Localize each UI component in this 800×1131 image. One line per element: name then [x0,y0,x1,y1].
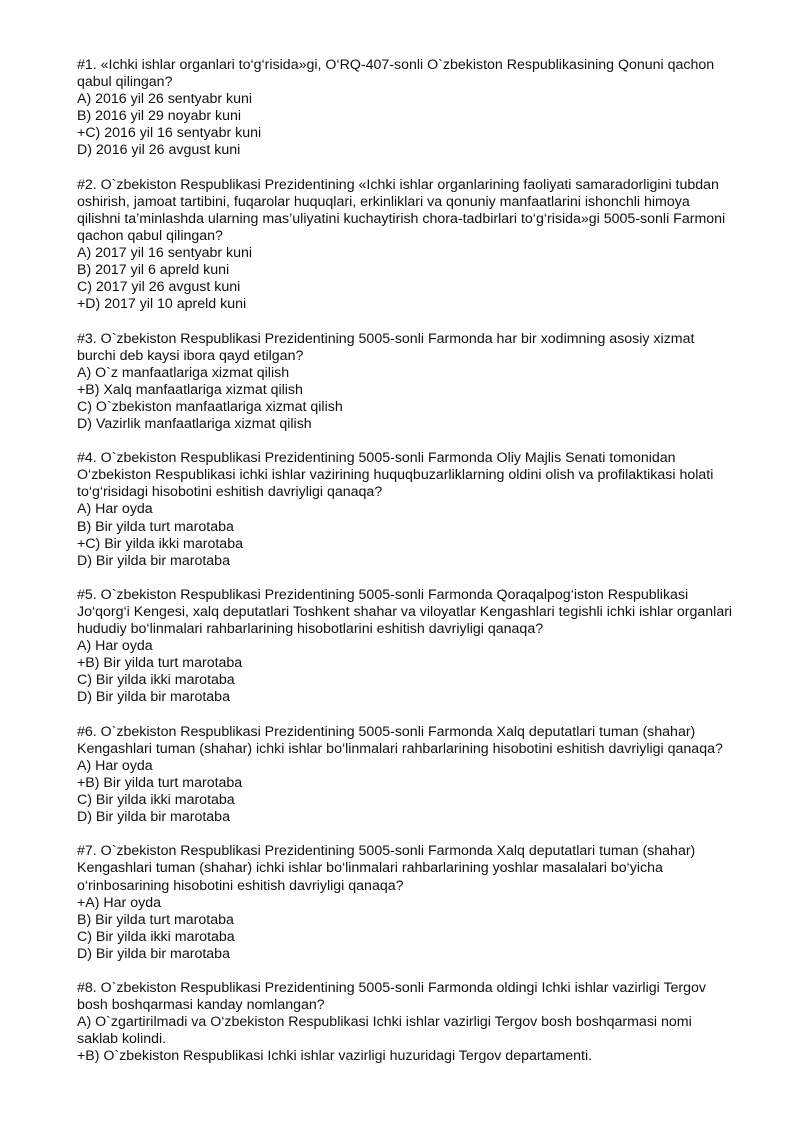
answer-options [77,365,767,433]
question-text: #8. O`zbekiston Respublikasi Prezidentining 5005-sonli Farmonda oldingi Ichki ishlar vazirligi Tergov bosh boshqarmasi kanday nomlangan? [77,980,707,1014]
answer-option-correct: +C) Bir yilda ikki marotaba [77,535,243,552]
answer-option: A) O`zgartirilmadi va O‘zbekiston Respublikasi Ichki ishlar vazirligi Tergov bosh boshqarmasi nomi saklab kolindi. [77,1014,692,1048]
answer-option: D) Bir yilda bir marotaba [77,809,230,826]
question-5 [77,587,767,707]
question-text: #7. O`zbekiston Respublikasi Prezidentining 5005-sonli Farmonda Xalq deputatlari tuman (shahar) Kengashlari tuman (shahar) ichki ishlar bo‘linmalari rahbarlarining yoshlar masalalari bo‘yicha o‘rinbosarining hisobotini eshitish davriyligi qanaqa? [77,843,696,894]
question-6 [77,724,767,827]
answer-option: C) Bir yilda ikki marotaba [77,792,235,809]
answer-option-correct: +B) Xalq manfaatlariga xizmat qilish [77,381,303,398]
question-text: #1. «Ichki ishlar organlari to‘g‘risida»gi, O‘RQ-407-sonli O`zbekiston Respublikasining Qonuni qachon qabul qilingan? [77,57,715,91]
answer-option: B) 2016 yil 29 noyabr kuni [77,108,242,125]
answer-option: C) O`zbekiston manfaatlariga xizmat qilish [77,398,343,415]
answer-option: D) Bir yilda bir marotaba [77,552,230,569]
answer-option: A) Har oyda [77,757,153,774]
answer-option: C) Bir yilda ikki marotaba [77,672,235,689]
answer-option-correct: +B) Bir yilda turt marotaba [77,655,243,672]
answer-options [77,91,767,159]
answer-options [77,245,767,313]
answer-option: A) Har oyda [77,638,153,655]
answer-options [77,758,767,826]
question-text: #5. O`zbekiston Respublikasi Prezidentining 5005-sonli Farmonda Qoraqalpog‘iston Respublikasi Jo‘qorg‘i Kengesi, xalq deputatlari Toshkent shahar va viloyatlar Kengashlari tegishli ichki ishlar organlari hududiy bo‘linmalari rahbarlarining hisobotlarini eshitish davriyligi qanaqa? [77,586,733,638]
answer-options [77,638,767,706]
answer-option: B) Bir yilda turt marotaba [77,911,234,928]
question-2 [77,177,767,314]
answer-option: D) Bir yilda bir marotaba [77,689,230,706]
answer-options [77,1014,767,1065]
answer-option: B) Bir yilda turt marotaba [77,518,234,535]
answer-options [77,501,767,569]
answer-option-correct: +B) Bir yilda turt marotaba [77,774,243,791]
question-3 [77,331,767,434]
document-page [77,57,767,1083]
answer-option: A) 2017 yil 16 sentyabr kuni [77,245,253,262]
question-4 [77,450,767,570]
question-1 [77,57,767,160]
question-8 [77,980,767,1065]
answer-option: C) 2017 yil 26 avgust kuni [77,279,241,296]
question-text: #3. O`zbekiston Respublikasi Prezidentining 5005-sonli Farmonda har bir xodimning asosiy xizmat burchi deb kaysi ibora qayd etilgan? [77,330,695,364]
answer-option-correct: +A) Har oyda [77,894,161,911]
question-7 [77,843,767,963]
question-text: #4. O`zbekiston Respublikasi Prezidentining 5005-sonli Farmonda Oliy Majlis Senati tomonidan O‘zbekiston Respublikasi ichki ishlar vazirining huquqbuzarliklarning oldini olish va profilaktikasi holati to‘g‘risidagi hisobotini eshitish davriyligi qanaqa? [77,450,714,501]
answer-option: B) 2017 yil 6 apreld kuni [77,262,230,279]
answer-option: C) Bir yilda ikki marotaba [77,928,235,945]
answer-option-correct: +B) O`zbekiston Respublikasi Ichki ishlar vazirligi huzuridagi Tergov departamenti. [77,1048,593,1065]
answer-option: D) Vazirlik manfaatlariga xizmat qilish [77,415,312,432]
answer-option: A) Har oyda [77,501,153,518]
answer-option: D) 2016 yil 26 avgust kuni [77,142,241,159]
answer-option: A) O`z manfaatlariga xizmat qilish [77,364,290,381]
answer-option: A) 2016 yil 26 sentyabr kuni [77,91,253,108]
question-text: #6. O`zbekiston Respublikasi Prezidentining 5005-sonli Farmonda Xalq deputatlari tuman (shahar) Kengashlari tuman (shahar) ichki ishlar bo‘linmalari rahbarlarining hisobotini eshitish davriyligi qanaqa? [77,723,723,757]
answer-option-correct: +C) 2016 yil 16 sentyabr kuni [77,125,262,142]
answer-options [77,895,767,963]
question-text: #2. O`zbekiston Respublikasi Prezidentining «Ichki ishlar organlarining faoliyati samaradorligini tubdan oshirish, jamoat tartibini, fuqarolar huquqlari, erkinliklari va qonuniy manfaatlarini ishonchli himoya qilishni ta’minlashda ularning mas’uliyatini kuchaytirish chora-tadbirlari to‘g‘risida»gi 5005-sonli Farmoni qachon qabul qilingan? [77,176,726,244]
answer-option: D) Bir yilda bir marotaba [77,945,230,962]
answer-option-correct: +D) 2017 yil 10 apreld kuni [77,296,247,313]
